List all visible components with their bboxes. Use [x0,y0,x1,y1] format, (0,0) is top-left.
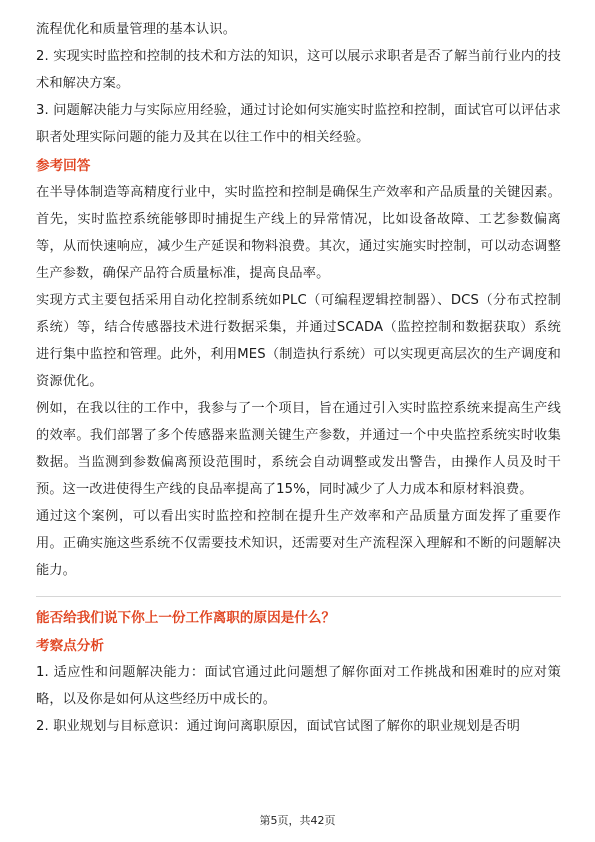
reference-paragraph-1: 在半导体制造等高精度行业中，实时监控和控制是确保生产效率和产品质量的关键因素。首先，实时监控系统能够即时捕捉生产线上的异常情况，比如设备故障、工艺参数偏离等，从而快速响应，减少生产延误和物料浪费。其次，通过实施实时控制，可以动态调整生产参数，确保产品符合质量标准，提高良品率。 [36,185,561,281]
reference-paragraph-3: 例如，在我以往的工作中，我参与了一个项目，旨在通过引入实时监控系统来提高生产线的效率。我们部署了多个传感器来监测关键生产参数，并通过一个中央监控系统实时收集数据。当监测到参数偏离预设范围时，系统会自动调整或发出警告，由操作人员及时干预。这一改进使得生产线的良品率提高了15%，同时减少了人力成本和原材料浪费。 [36,401,561,497]
page-content [36,16,561,740]
page-footer: 第5页，共42页 [259,814,336,827]
analysis-paragraph-2: 2. 职业规划与目标意识：通过询问离职原因，面试官试图了解你的职业规划是否明 [36,719,521,734]
reference-paragraph-2: 实现方式主要包括采用自动化控制系统如PLC（可编程逻辑控制器）、DCS（分布式控制系统）等，结合传感器技术进行数据采集，并通过SCADA（监控控制和数据获取）系统进行集中监控和管理。此外，利用MES（制造执行系统）可以实现更高层次的生产调度和资源优化。 [36,293,561,389]
analysis-heading: 考察点分析 [36,638,104,654]
paragraph-top-1: 流程优化和质量管理的基本认识。 [36,22,237,37]
reference-paragraph-4: 通过这个案例，可以看出实时监控和控制在提升生产效率和产品质量方面发挥了重要作用。正确实施这些系统不仅需要技术知识，还需要对生产流程深入理解和不断的问题解决能力。 [36,509,561,578]
interview-question: 能否给我们说下你上一份工作离职的原因是什么？ [36,610,336,626]
paragraph-top-3: 3. 问题解决能力与实际应用经验，通过讨论如何实施实时监控和控制，面试官可以评估求职者处理实际问题的能力及其在以往工作中的相关经验。 [36,103,561,145]
section-divider [36,596,561,597]
analysis-paragraph-1: 1. 适应性和问题解决能力：面试官通过此问题想了解你面对工作挑战和困难时的应对策略，以及你是如何从这些经历中成长的。 [36,665,561,707]
paragraph-top-2: 2. 实现实时监控和控制的技术和方法的知识，这可以展示求职者是否了解当前行业内的技术和解决方案。 [36,49,561,91]
reference-answer-heading: 参考回答 [36,158,91,174]
